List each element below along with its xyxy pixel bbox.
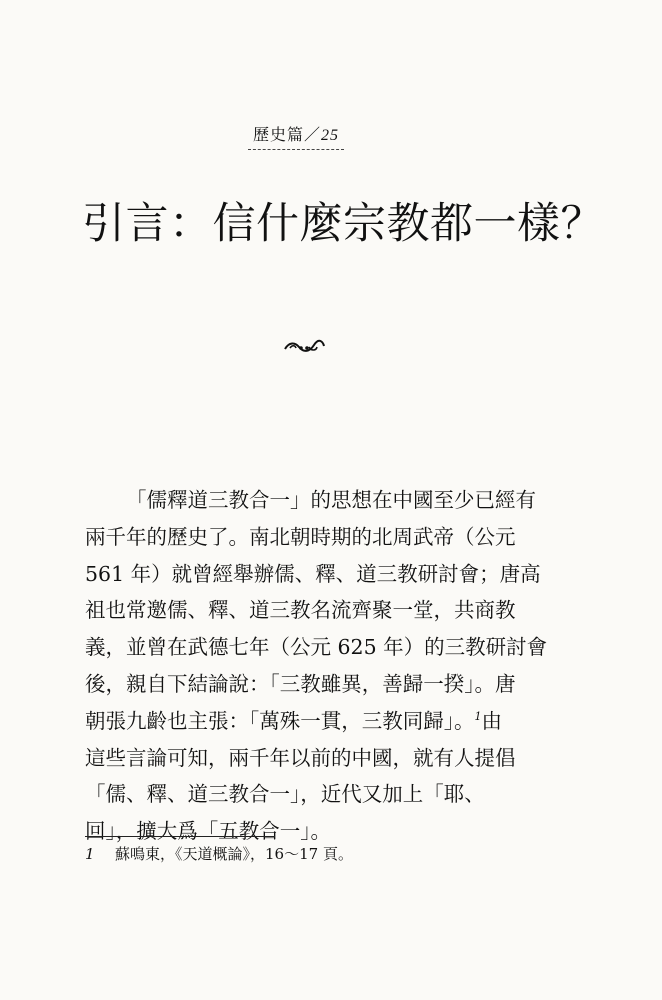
- body-line-4: 祖也常邀儒、釋、道三教名流齊聚一堂，共商教: [85, 598, 516, 623]
- footnote-text: 蘇鳴東，《天道概論》，16～17 頁。: [115, 845, 353, 863]
- body-line-5: 義，並曾在武德七年（公元 625 年）的三教研討會: [85, 635, 548, 660]
- chapter-title: 引言：信什麼宗教都一樣？: [82, 199, 604, 249]
- body-line-6: 後，親自下結論說：「三教雖異，善歸一揆」。唐: [85, 671, 516, 696]
- header-dashed-rule: [248, 149, 344, 150]
- footnote: [85, 842, 525, 866]
- footnote-reference: 1: [474, 709, 482, 723]
- body-line-8: 這些言論可知，兩千年以前的中國，就有人提倡: [85, 745, 516, 770]
- body-line-3: 561 年）就曾經舉辦儒、釋、道三教研討會；唐高: [85, 561, 541, 586]
- body-paragraph: [85, 482, 548, 850]
- footnote-number: 1: [85, 845, 95, 863]
- swirl-ornament-icon: [281, 334, 327, 358]
- header-separator: ／: [304, 125, 322, 144]
- running-header: [248, 124, 344, 147]
- body-line-1: 「儒釋道三教合一」的思想在中國至少已經有: [126, 488, 536, 512]
- header-page-number: 25: [321, 127, 340, 144]
- body-line-9: 「儒、釋、道三教合一」，近代又加上「耶、: [85, 782, 485, 807]
- body-line-2: 兩千年的歷史了。南北朝時期的北周武帝（公元: [85, 524, 516, 549]
- footnote-divider: [85, 836, 275, 837]
- body-line-7-tail: 由: [481, 708, 502, 733]
- header-section-title: 歷史篇: [252, 125, 304, 144]
- body-line-10: 回」，擴大爲「五教合一」。: [85, 819, 331, 844]
- body-line-7: [85, 703, 525, 740]
- body-line-7-main: 朝張九齡也主張：「萬殊一貫，三教同歸」。: [85, 708, 475, 733]
